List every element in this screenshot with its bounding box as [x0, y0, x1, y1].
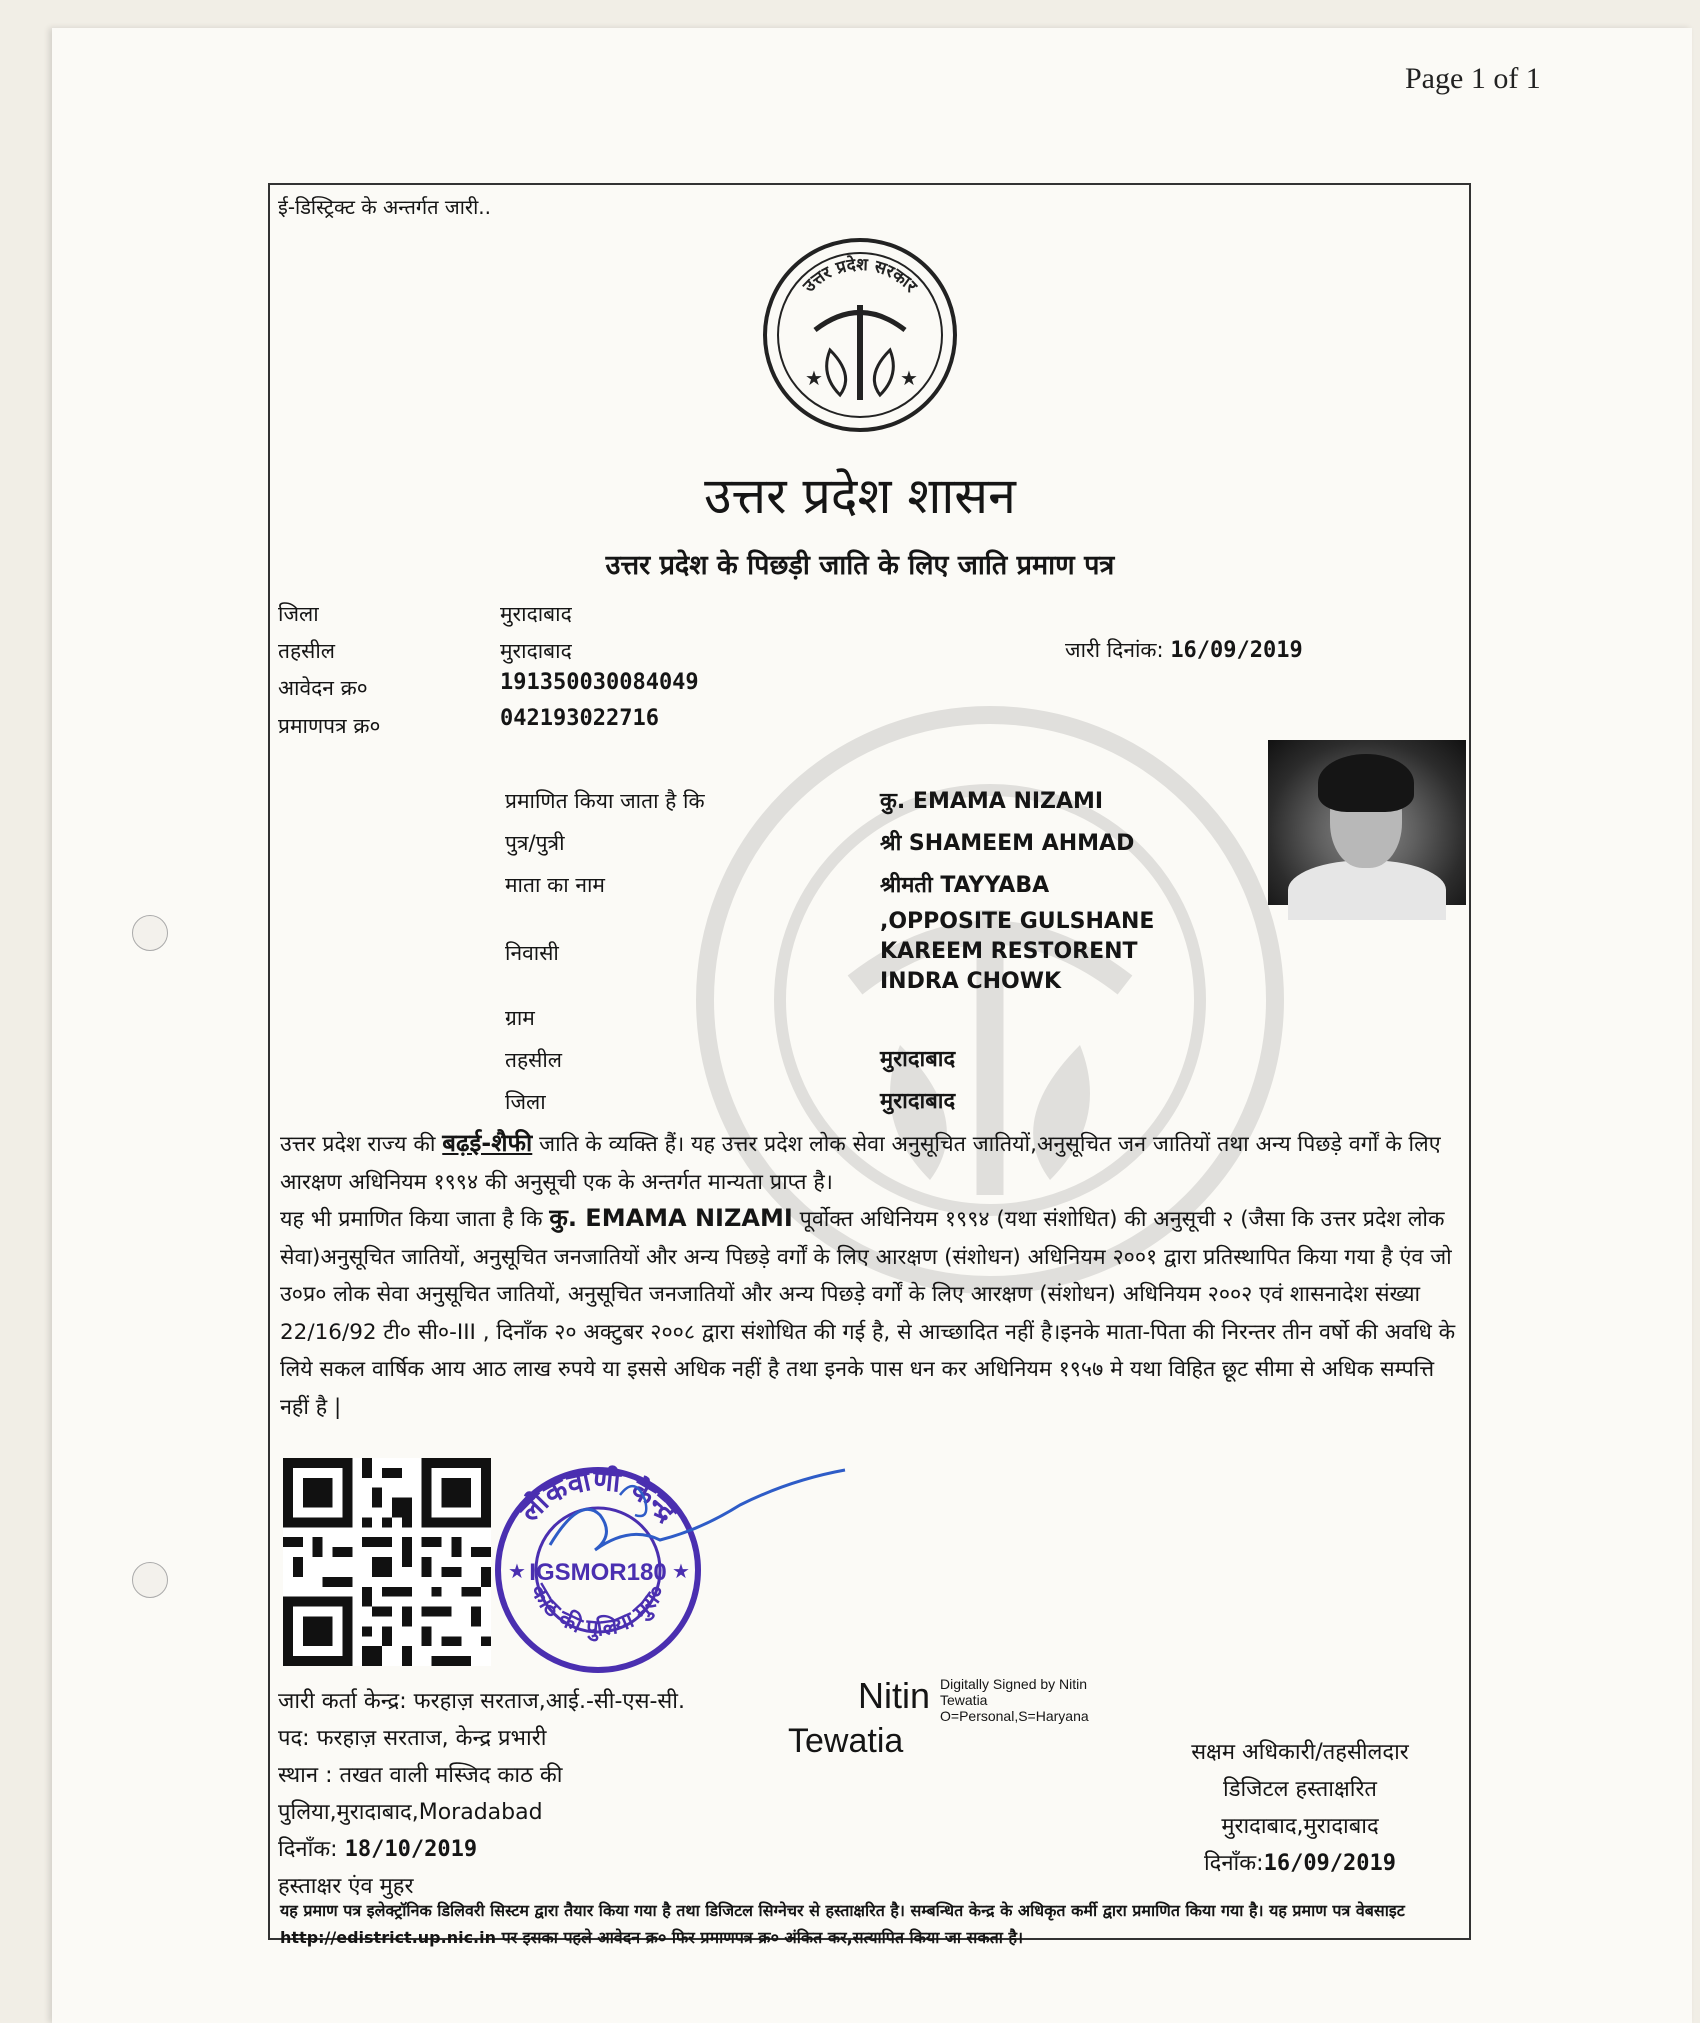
tehsil-label: तहसील: [278, 639, 335, 663]
qr-code: [283, 1458, 491, 1666]
issuing-center: जारी कर्ता केन्द्र: फरहाज़ सरताज,आई.-सी-एस-सी.: [278, 1689, 685, 1714]
issuer-post: पद: फरहाज़ सरताज, केन्द्र प्रभारी: [278, 1726, 547, 1751]
paragraph-caste: [280, 1125, 1460, 1201]
issuing-center-details: [278, 1683, 838, 1905]
mother-name: श्रीमती TAYYABA: [880, 873, 1050, 898]
authority-date-label: दिनाँक:: [1203, 1851, 1264, 1876]
caste-name: बढ़ई-शैफी: [442, 1129, 533, 1157]
village-label: ग्राम: [505, 1006, 535, 1030]
main-title: उत्तर प्रदेश शासन: [704, 467, 1016, 525]
authority-block: [1135, 1734, 1465, 1882]
page-number: Page 1 of 1: [1405, 62, 1541, 95]
paragraph-creamy-layer: [280, 1200, 1460, 1426]
digital-signer-last-name: Tewatia: [788, 1722, 904, 1760]
svg-text:★: ★: [508, 1559, 526, 1583]
up-emblem-logo: [760, 235, 960, 435]
svg-text:उत्तर प्रदेश सरकार: [799, 254, 922, 297]
paragraph-2-name: कु. EMAMA NIZAMI: [549, 1204, 793, 1232]
verification-disclaimer: यह प्रमाण पत्र इलेक्ट्रॉनिक डिलिवरी सिस्टम द्वारा तैयार किया गया है तथा डिजिटल सिग्नेचर से हस्ताक्षरित है। सम्बन्धित केन्द्र के अधिकृत कर्मी द्वारा प्रमाणित किया गया है। यह प्रमाण पत्र वेबसाइट http://edistrict.up.nic.in पर इसका पहले आवेदन क्र० फिर प्रमाणपत्र क्र० अंकित कर,सत्यापित किया जा सकता है।: [280, 1901, 1405, 1947]
digital-signature-details: [940, 1676, 1130, 1724]
district-label: जिला: [278, 602, 319, 626]
authority-date-value: 16/09/2019: [1263, 1851, 1397, 1876]
svg-text:★: ★: [805, 366, 823, 390]
sign-and-seal-label: हस्ताक्षर एंव मुहर: [278, 1874, 414, 1899]
certificate-subtitle: उत्तर प्रदेश के पिछड़ी जाति के लिए जाति प्रमाण पत्र: [605, 550, 1115, 581]
stamp-bottom-text: काठ की पुलिया मुरा०: [525, 1580, 671, 1642]
issuer-place-1: स्थान : तखत वाली मस्जिद काठ की: [278, 1763, 563, 1788]
father-name: श्री SHAMEEM AHMAD: [880, 831, 1135, 856]
issue-date-value: 16/09/2019: [1170, 638, 1303, 663]
stamp-code: IGSMOR180: [529, 1559, 667, 1586]
application-no: 191350030084049: [500, 670, 699, 695]
issue-date: [1065, 636, 1303, 664]
issuer-place-2: पुलिया,मुरादाबाद,Moradabad: [278, 1800, 543, 1825]
digital-signed-by: Digitally Signed by Nitin Tewatia: [940, 1676, 1088, 1708]
issuer-date-label: दिनाँक:: [278, 1837, 338, 1862]
stamp-top-text: लोकवाणी केन्द्र: [513, 1463, 684, 1529]
punch-hole-bottom: [132, 1562, 168, 1598]
district-value: मुरादाबाद: [500, 602, 572, 626]
address: [880, 907, 1154, 997]
svg-text:★: ★: [900, 366, 918, 390]
issue-date-label: जारी दिनांक:: [1065, 638, 1164, 662]
address-line-3: INDRA CHOWK: [880, 969, 1062, 994]
tehsil-value: मुरादाबाद: [500, 639, 572, 663]
applicant-name: कु. EMAMA NIZAMI: [880, 789, 1104, 814]
authority-title: सक्षम अधिकारी/तहसीलदार: [1191, 1740, 1409, 1765]
emblem-text: उत्तर प्रदेश सरकार: [799, 254, 921, 297]
mother-label: माता का नाम: [505, 873, 605, 897]
child-of-label: पुत्र/पुत्री: [505, 831, 565, 855]
person-tehsil-label: तहसील: [505, 1048, 562, 1072]
person-district-label: जिला: [505, 1090, 546, 1114]
paragraph-2-part2: पूर्वोक्त अधिनियम १९९४ (यथा संशोधित) की अनुसूची २ (जैसा कि उत्तर प्रदेश लोक सेवा)अनुसूचित जातियों, अनुसूचित जनजातियों और अन्य पिछड़े वर्गों के लिए आरक्षण (संशोधन) अधिनियम २००१ द्वारा प्रतिस्थापित किया गया है एंव जो उ०प्र० लोक सेवा अनुसूचित जातियों, अनुसूचित जनजातियों और अन्य पिछड़े वर्गों के लिए आरक्षण (संशोधन) अधिनियम २००२ एवं शासनादेश संख्या 22/16/92 टी० सी०-III , दिनाँक २० अक्टुबर २००८ द्वारा संशोधित की गई है, से आच्छादित नहीं है।इनके माता-पिता की निरन्तर तीन वर्षो की अवधि के लिये सकल वार्षिक आय आठ लाख रुपये या इससे अधिक नहीं है तथा इनके पास धन कर अधिनियम १९५७ मे यथा विहित छूट सीमा से अधिक सम्पत्ति नहीं है |: [280, 1207, 1456, 1420]
application-no-label: आवेदन क्र०: [278, 676, 368, 700]
certificate-no-label: प्रमाणपत्र क्र०: [278, 714, 381, 738]
issuer-date: [278, 1831, 838, 1868]
resident-label: निवासी: [505, 941, 559, 965]
authority-place: मुरादाबाद,मुरादाबाद: [1221, 1814, 1379, 1839]
applicant-photo: [1268, 740, 1466, 905]
paragraph-caste-part2: जाति के व्यक्ति हैं। यह उत्तर प्रदेश लोक सेवा अनुसूचित जातियों,अनुसूचित जन जातियों तथा अन्य पिछड़े वर्गों के लिए आरक्षण अधिनियम १९९४ की अनुसूची एक के अन्तर्गत मान्यता प्राप्त है।: [280, 1132, 1441, 1195]
certified-label: प्रमाणित किया जाता है कि: [505, 789, 705, 813]
punch-hole-top: [132, 915, 168, 951]
authority-signed: डिजिटल हस्ताक्षरित: [1223, 1777, 1377, 1802]
svg-text:★: ★: [672, 1559, 690, 1583]
address-line-2: KAREEM RESTORENT: [880, 939, 1138, 964]
digital-signature-org: O=Personal,S=Haryana: [940, 1708, 1089, 1724]
issued-under-text: ई-डिस्ट्रिक्ट के अन्तर्गत जारी..: [278, 195, 491, 219]
svg-text:काठ की पुलिया मुरा०: [525, 1579, 671, 1642]
person-tehsil-value: मुरादाबाद: [880, 1047, 956, 1072]
issuer-date-value: 18/10/2019: [344, 1837, 478, 1862]
person-district-value: मुरादाबाद: [880, 1089, 956, 1114]
paragraph-caste-part1: उत्तर प्रदेश राज्य की: [280, 1132, 443, 1157]
certificate-no: 042193022716: [500, 706, 659, 731]
paragraph-2-part1: यह भी प्रमाणित किया जाता है कि: [280, 1207, 550, 1232]
handwritten-signature: [540, 1455, 850, 1575]
address-line-1: ,OPPOSITE GULSHANE: [880, 909, 1155, 934]
digital-signer-first-name: Nitin: [858, 1675, 931, 1716]
authority-date: [1135, 1845, 1465, 1882]
